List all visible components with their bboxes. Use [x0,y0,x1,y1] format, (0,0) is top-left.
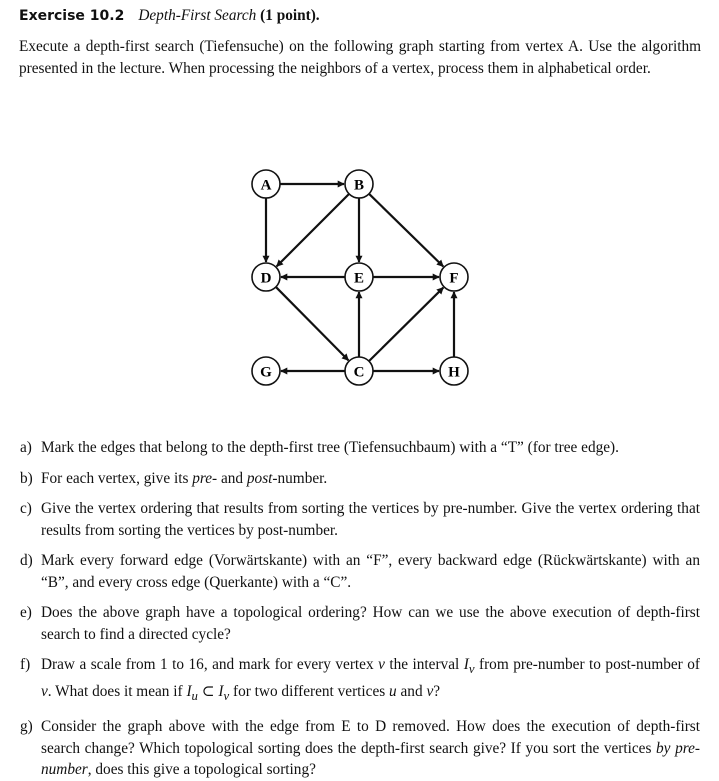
node-C [345,357,373,385]
node-B [345,170,373,198]
node-label: A [260,177,272,194]
intro-paragraph: Execute a depth-first search (Tiefensuche) on the following graph starting from vertex A. Use the algorithm presented in the lecture. When processing the neighbors of a vertex, process them in alphabetical order. [19,38,701,77]
node-label: H [448,364,460,381]
node-label: E [353,270,365,287]
question-a: a) Mark the edges that belong to the depth-first tree (Tiefensuchbaum) with a “T” (for tree edge). [0,437,719,459]
node-label: D [260,270,272,287]
exercise-title: Depth-First Search [138,7,257,24]
question-label: a) [20,439,32,456]
question-label: e) [20,604,32,621]
exercise-points: (1 point). [260,7,320,24]
node-E [345,263,373,291]
node-H [440,357,468,385]
node-label: B [353,177,365,194]
edge-D-C [276,287,349,360]
node-label: C [353,364,365,381]
question-c: c) Give the vertex ordering that results from sorting the vertices by pre-number. Give the vertex ordering that results from sorting the vertices by post-number. [20,500,700,539]
question-label: f) [20,656,31,673]
question-f: f) Draw a scale from 1 to 16, and mark for every vertex v the interval $I_v$ from pre-number to post-number of v. What does it mean if $I_u$ ⊂ $I_v$ for two different vertices u and v? [20,656,700,703]
exercise-number: Exercise 10.2 [19,8,125,24]
question-d: d) Mark every forward edge (Vorwärtskante) with an “F”, every backward edge (Rückwärtskante) with an “B”, and every cross edge (Querkante) with a “C”. [20,552,700,591]
node-F [440,263,468,291]
node-label: F [449,270,459,287]
question-b: b) For each vertex, give its pre- and post-number. [0,468,719,490]
question-label: c) [20,500,32,517]
node-A [252,170,280,198]
question-list [0,437,719,781]
question-label: d) [20,552,33,569]
edge-B-D [277,194,349,266]
node-label: G [260,364,272,381]
question-g: g) Consider the graph above with the edge from E to D removed. How does the execution of depth-first search change? Which topological sorting does the depth-first search give? If you sort the vertices by pre-number, does this give a topological sorting? [20,718,700,779]
question-e: e) Does the above graph have a topological ordering? How can we use the above execution of depth-first search to find a directed cycle? [20,604,700,643]
question-label: g) [20,718,33,736]
question-label: b) [20,469,33,487]
node-G [252,357,280,385]
node-D [252,263,280,291]
edge-B-F [369,194,443,267]
edge-C-F [369,288,443,362]
